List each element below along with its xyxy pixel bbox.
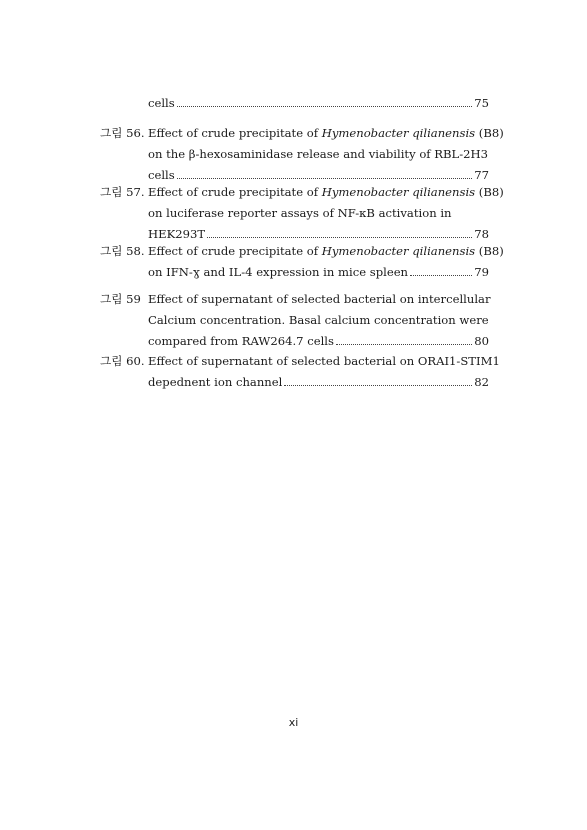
dot-leader — [410, 274, 472, 276]
dot-leader — [336, 343, 472, 345]
caption-line: Effect of crude precipitate of Hymenobacter qilianensis (B8) — [148, 244, 504, 258]
caption-last-line — [148, 93, 489, 113]
page-number: 82 — [474, 375, 489, 389]
page-number: 78 — [474, 227, 489, 241]
page-number: 77 — [474, 168, 489, 182]
page-number: 79 — [474, 265, 489, 279]
figure-label: 그림 58. — [100, 244, 145, 258]
caption-line: on the β-hexosaminidase release and viability of RBL-2H3 — [148, 147, 489, 161]
figure-label: 그림 60. — [100, 354, 145, 368]
caption-text: compared from RAW264.7 cells — [148, 334, 334, 348]
caption-line: Effect of crude precipitate of Hymenobacter qilianensis (B8) — [148, 126, 504, 140]
caption-text: on IFN-ɣ and IL-4 expression in mice spleen — [148, 265, 409, 279]
page-number: 75 — [474, 96, 489, 110]
caption-last-line — [148, 331, 489, 351]
caption-line: on luciferase reporter assays of NF-κB activation in — [148, 206, 452, 220]
dot-leader — [207, 236, 472, 238]
caption-text: HEK293T — [148, 227, 206, 241]
caption-line: Effect of crude precipitate of Hymenobacter qilianensis (B8) — [148, 185, 504, 199]
dot-leader — [284, 384, 472, 386]
figure-label: 그림 57. — [100, 185, 145, 199]
caption-last-line — [148, 372, 489, 392]
page-footer-number: xi — [288, 716, 299, 729]
caption-last-line — [148, 262, 489, 282]
figure-label: 그림 59 — [100, 292, 141, 306]
caption-text: cells — [148, 168, 175, 182]
caption-text: cells — [148, 96, 175, 110]
page-number: 80 — [474, 334, 489, 348]
caption-line: Calcium concentration. Basal calcium concentration were — [148, 313, 489, 327]
caption-text: depednent ion channel — [148, 375, 283, 389]
dot-leader — [177, 177, 473, 179]
figure-label: 그림 56. — [100, 126, 145, 140]
dot-leader — [177, 105, 473, 107]
caption-line: Effect of supernatant of selected bacterial on intercellular — [148, 292, 491, 306]
caption-line: Effect of supernatant of selected bacterial on ORAI1-STIM1 — [148, 354, 500, 368]
